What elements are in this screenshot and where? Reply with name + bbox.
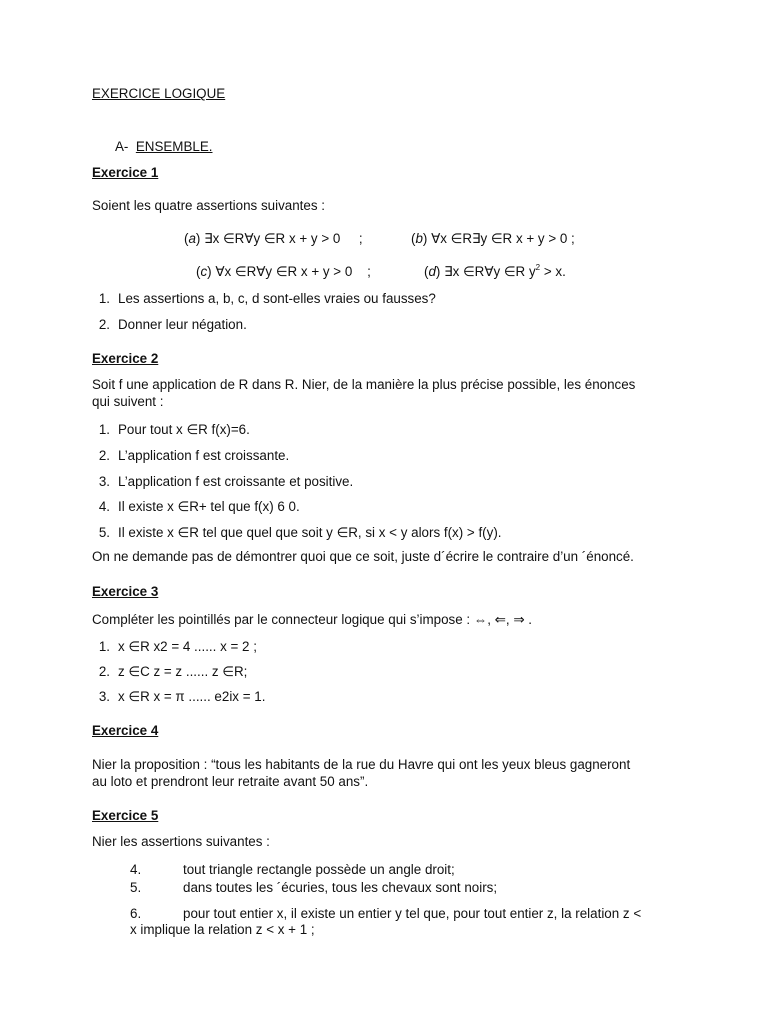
exercise-5-intro: Nier les assertions suivantes :: [92, 834, 270, 849]
exercise-2-item: 3. L’application f est croissante et positive.: [98, 474, 354, 489]
section-title: ENSEMBLE.: [135, 139, 213, 154]
assertion-b-formula: ∀x ∈R∃y ∈R x + y > 0 ;: [431, 231, 575, 246]
item-text: Il existe x ∈R+ tel que f(x) 6 0.: [118, 499, 300, 514]
assertion-a-separator: ;: [358, 231, 363, 246]
exercise-1-heading: Exercice 1: [92, 165, 159, 180]
exercise-3-heading: Exercice 3: [92, 584, 159, 599]
exercise-1-question-2: 2. Donner leur négation.: [98, 317, 247, 332]
exercise-3-item: 3. x ∈R x = π ...... e2ix = 1.: [98, 689, 266, 704]
exercise-2-item: 2. L’application f est croissante.: [98, 448, 290, 463]
exercise-3-item: 1. x ∈R x2 = 4 ...... x = 2 ;: [98, 639, 257, 654]
exercise-2-heading: Exercice 2: [92, 351, 159, 366]
exercise-5-item-text: dans toutes les ´écuries, tous les chevaux sont noirs;: [183, 880, 498, 895]
document-title: EXERCICE LOGIQUE: [92, 86, 226, 101]
item-text: L’application f est croissante et positive.: [118, 474, 354, 489]
exercise-2-item: 5. Il existe x ∈R tel que quel que soit y ∈R, si x < y alors f(x) > f(y).: [98, 525, 502, 540]
assertion-d-exponent: 2: [535, 263, 541, 272]
exercise-3-item: 2. z ∈C z = z ...... z ∈R;: [98, 664, 248, 679]
exercise-5-item-number: 5.: [130, 880, 142, 895]
item-text: x ∈R x = π ...... e2ix = 1.: [118, 689, 266, 704]
assertion-a-label: a: [188, 231, 196, 246]
exercise-1-intro: Soient les quatre assertions suivantes :: [92, 198, 325, 213]
exercise-5-item-number: 4.: [130, 862, 142, 877]
exercise-4-text-line-2: au loto et prendront leur retraite avant 50 ans”.: [92, 774, 369, 789]
assertion-d-label: d: [428, 264, 436, 279]
item-text: Il existe x ∈R tel que quel que soit y ∈R, si x < y alors f(x) > f(y).: [118, 525, 502, 540]
assertion-b-label: b: [415, 231, 423, 246]
assertion-a-formula: ∃x ∈R∀y ∈R x + y > 0: [204, 231, 341, 246]
assertion-c-separator: ;: [367, 264, 371, 279]
assertion-c-label: c: [200, 264, 208, 279]
exercise-2-intro-line-2: qui suivent :: [92, 394, 164, 409]
question-1-text: Les assertions a, b, c, d sont-elles vraies ou fausses?: [118, 291, 436, 306]
section-heading: [115, 139, 213, 155]
item-text: Pour tout x ∈R f(x)=6.: [118, 422, 250, 437]
item-text: z ∈C z = z ...... z ∈R;: [118, 664, 248, 679]
exercise-1-question-1: 1. Les assertions a, b, c, d sont-elles vraies ou fausses?: [98, 291, 436, 306]
exercise-5-item-text: pour tout entier x, il existe un entier y tel que, pour tout entier z, la relation z <: [183, 906, 642, 921]
item-text: L’application f est croissante.: [118, 448, 290, 463]
exercise-4-text-line-1: Nier la proposition : “tous les habitants de la rue du Havre qui ont les yeux bleus gagneront: [92, 757, 631, 772]
section-label: A-: [115, 139, 129, 154]
exercise-4-heading: Exercice 4: [92, 723, 159, 738]
item-text: x ∈R x2 = 4 ...... x = 2 ;: [118, 639, 257, 654]
assertion-b: (b) ∀x ∈R∃y ∈R x + y > 0 ;: [411, 231, 575, 246]
exercise-5-item-number: 6.: [130, 906, 142, 921]
assertion-c-formula: ∀x ∈R∀y ∈R x + y > 0: [215, 264, 353, 279]
exercise-2-note: On ne demande pas de démontrer quoi que ce soit, juste d´écrire le contraire d’un ´énoncé.: [92, 549, 634, 564]
assertion-c: (c) ∀x ∈R∀y ∈R x + y > 0 ;: [196, 264, 371, 279]
assertion-a: (a) ∃x ∈R∀y ∈R x + y > 0 ;: [184, 231, 363, 246]
exercise-2-item: 4. Il existe x ∈R+ tel que f(x) 6 0.: [98, 499, 300, 514]
exercise-5-item-text: tout triangle rectangle possède un angle droit;: [183, 862, 455, 877]
assertion-d-formula: ∃x ∈R∀y ∈R y: [444, 264, 536, 279]
exercise-3-intro: Compléter les pointillés par le connecteur logique qui s’impose : ⇔, ⇐, ⇒ .: [92, 612, 532, 627]
assertion-d: (d) ∃x ∈R∀y ∈R $y^2 > x$.: [424, 263, 566, 279]
exercise-2-intro-line-1: Soit f une application de R dans R. Nier, de la manière la plus précise possible, les énonces: [92, 377, 636, 392]
exercise-5-heading: Exercice 5: [92, 808, 159, 823]
question-2-text: Donner leur négation.: [118, 317, 247, 332]
exercise-5-item-continuation: x implique la relation z < x + 1 ;: [130, 922, 315, 937]
exercise-2-item: 1. Pour tout x ∈R f(x)=6.: [98, 422, 250, 437]
assertion-d-formula-end: > x.: [540, 264, 566, 279]
